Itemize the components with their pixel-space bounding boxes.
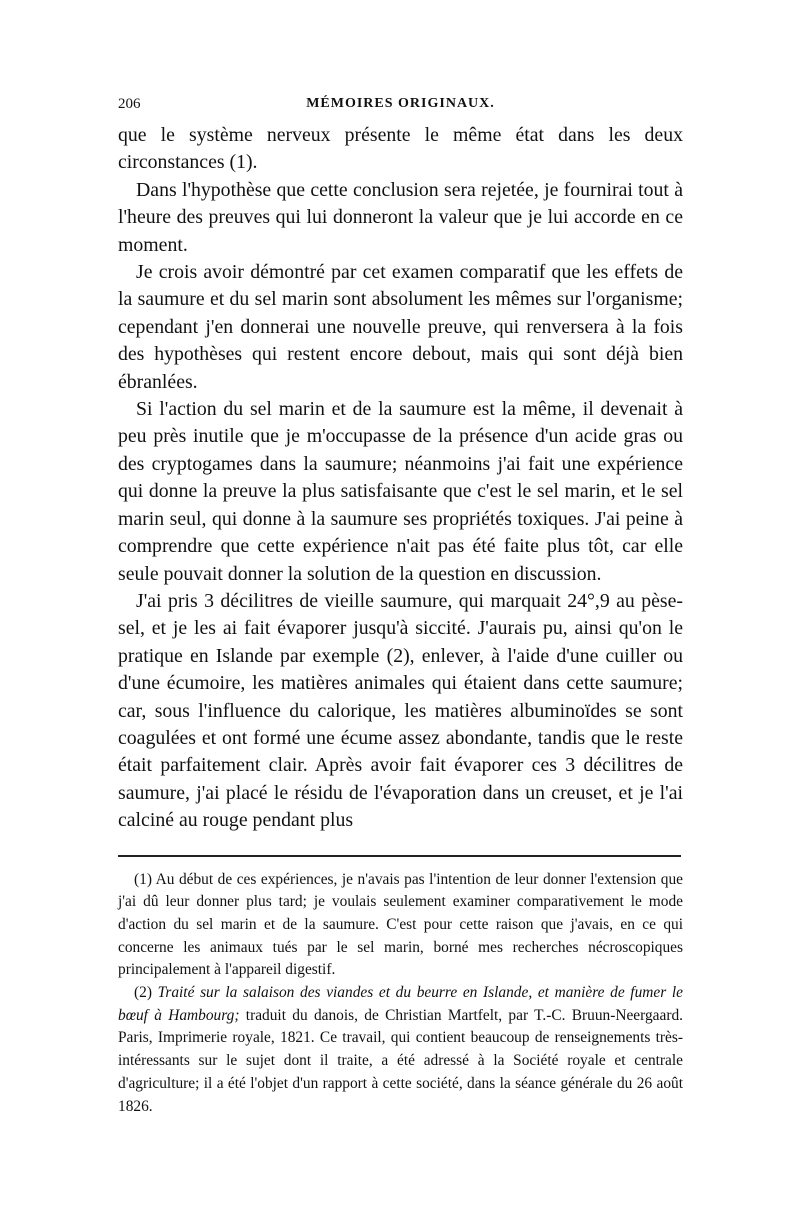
footnote-2-marker: (2) <box>134 984 152 1002</box>
paragraph: Si l'action du sel marin et de la saumure est la même, il devenait à peu près inutile que je m'occupasse de la présence d'un acide gras ou des cryptogames dans la saumure; néanmoins j'ai fait une expérience qui donne la preuve la plus satisfaisante que c'est le sel marin, et le sel marin seul, qui donne à la saumure ses propriétés toxiques. J'ai peine à comprendre que cette expérience n'ait pas été faite plus tôt, car elle seule pouvait donner la solution de la question en discussion. <box>118 398 683 585</box>
main-text <box>118 122 683 835</box>
footnote-2 <box>118 982 683 1118</box>
paragraph: J'ai pris 3 décilitres de vieille saumure, qui marquait 24°,9 au pèse-sel, et je les ai fait évaporer jusqu'à siccité. J'aurais pu, ainsi qu'on le pratique en Islande par exemple (2), enlever, à l'aide d'une cuiller ou d'une écumoire, les matières animales qui étaient dans cette saumure; car, sous l'influence du calorique, les matières albuminoïdes se sont coagulées et ont formé une écume assez abondante, tandis que le reste était parfaitement clair. Après avoir fait évaporer ces 3 décilitres de saumure, j'ai placé le résidu de l'évaporation dans un creuset, et je l'ai calciné au rouge pendant plus <box>118 589 683 832</box>
running-title: MÉMOIRES ORIGINAUX. <box>306 96 495 111</box>
footnote-2-title: Traité sur la salaison des viandes et du beurre en Islande, et manière de fumer le bœuf à Hambourg; <box>118 984 683 1024</box>
paragraph: Dans l'hypothèse que cette conclusion sera rejetée, je fournirai tout à l'heure des preuves qui lui donneront la valeur que je lui accorde en ce moment. <box>118 178 683 256</box>
paragraph: Je crois avoir démontré par cet examen comparatif que les effets de la saumure et du sel marin sont absolument les mêmes sur l'organisme; cependant j'en donnerai une nouvelle preuve, qui renversera à la fois des hypothèses qui restent encore debout, mais qui sont déjà bien ébranlées. <box>118 261 683 393</box>
running-header <box>118 96 683 122</box>
footnote-2-text: traduit du danois, de Christian Martfelt, par T.-C. Bruun-Neergaard. Paris, Imprimerie royale, 1821. Ce travail, qui contient beaucoup de renseignements très-intéressants sur le sujet dont il traite, a été adressé à la Société royale et centrale d'agriculture; il a été l'objet d'un rapport à cette société, dans la séance générale du 26 août 1826. <box>118 1006 683 1115</box>
paragraph-continuation: que le système nerveux présente le même état dans les deux circonstances (1). <box>118 124 683 174</box>
footnote-divider <box>118 855 681 857</box>
footnotes <box>118 869 683 1119</box>
page-number: 206 <box>118 96 141 112</box>
footnote-1: (1) Au début de ces expériences, je n'avais pas l'intention de leur donner l'extension que j'ai dû leur donner plus tard; je voulais seulement examiner comparativement le mode d'action du sel marin et de la saumure. C'est pour cette raison que j'avais, en ce qui concerne les animaux tués par le sel marin, borné mes recherches nécroscopiques principalement à l'appareil digestif. <box>118 870 683 979</box>
book-page <box>118 96 683 1118</box>
